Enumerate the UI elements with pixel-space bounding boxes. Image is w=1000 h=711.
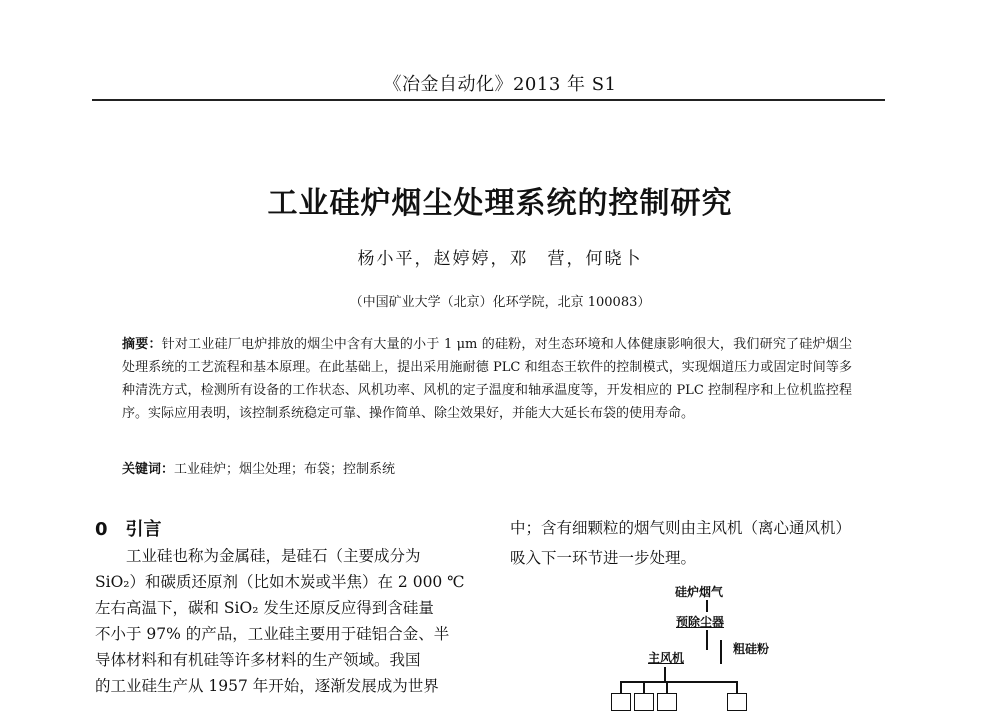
journal-header: 《冶金自动化》2013 年 S1 bbox=[383, 74, 617, 95]
flow-box bbox=[657, 693, 677, 711]
affiliation: （中国矿业大学（北京）化环学院，北京 100083） bbox=[349, 295, 651, 310]
abstract bbox=[122, 333, 852, 425]
flow-node-main-fan: 主风机 bbox=[648, 651, 685, 665]
flow-connector bbox=[736, 681, 738, 693]
authors: 杨小平，赵婷婷，邓 营，何晓卜 bbox=[357, 249, 643, 269]
left-column bbox=[95, 543, 475, 699]
flow-connector bbox=[620, 681, 622, 693]
flow-arrow bbox=[720, 640, 722, 664]
flow-node-furnace-smoke: 硅炉烟气 bbox=[675, 585, 724, 599]
paragraph-line: 导体材料和有机硅等许多材料的生产领域。我国 bbox=[95, 651, 421, 669]
flow-box bbox=[727, 693, 747, 711]
flow-arrow bbox=[706, 600, 708, 612]
flow-node-coarse-silicon: 粗硅粉 bbox=[733, 642, 770, 656]
flow-arrow bbox=[706, 630, 708, 650]
paragraph-line: SiO₂）和碳质还原剂（比如木炭或半焦）在 2 000 ℃ bbox=[95, 573, 465, 591]
right-column bbox=[510, 513, 895, 573]
keywords bbox=[122, 458, 852, 481]
section-number: 0 bbox=[95, 519, 108, 540]
keywords-label: 关键词： bbox=[122, 462, 175, 477]
flow-connector bbox=[664, 667, 666, 681]
paragraph-line: 不小于 97% 的产品，工业硅主要用于硅铝合金、半 bbox=[95, 625, 450, 643]
paragraph-line: 的工业硅生产从 1957 年开始，逐渐发展成为世界 bbox=[95, 677, 439, 695]
section-heading bbox=[95, 515, 162, 541]
flow-connector bbox=[666, 681, 668, 693]
flow-connector bbox=[643, 681, 645, 693]
header-rule bbox=[92, 99, 885, 101]
keywords-text: 工业硅炉；烟尘处理；布袋；控制系统 bbox=[174, 462, 396, 477]
process-flowchart bbox=[580, 578, 840, 706]
flow-node-pre-collector: 预除尘器 bbox=[676, 615, 725, 629]
section-title: 引言 bbox=[125, 519, 162, 540]
abstract-text: 针对工业硅厂电炉排放的烟尘中含有大量的小于 1 μm 的硅粉，对生态环境和人体健康影响很大，我们研究了硅炉烟尘处理系统的工艺流程和基本原理。在此基础上，提出采用施耐德 PLC 和组态王软件的控制模式，实现烟道压力或固定时间等多种清洗方式，检测所有设备的工作状态、风机功率、风机的定子温度和轴承温度等，开发相应的 PLC 控制程序和上位机监控程序。实际应用表明，该控制系统稳定可靠、操作简单、除尘效果好，并能大大延长布袋的使用寿命。 bbox=[122, 337, 852, 421]
paragraph-line: 中；含有细颗粒的烟气则由主风机（离心通风机） bbox=[510, 519, 852, 537]
flow-box bbox=[611, 693, 631, 711]
paper-title: 工业硅炉烟尘处理系统的控制研究 bbox=[267, 186, 733, 221]
flow-box bbox=[634, 693, 654, 711]
paragraph-line: 左右高温下，碳和 SiO₂ 发生还原反应得到含硅量 bbox=[95, 599, 434, 617]
flow-connector bbox=[620, 681, 736, 683]
paragraph-line: 工业硅也称为金属硅，是硅石（主要成分为 bbox=[95, 547, 421, 565]
abstract-label: 摘要： bbox=[122, 337, 162, 352]
paragraph-line: 吸入下一环节进一步处理。 bbox=[510, 549, 697, 567]
